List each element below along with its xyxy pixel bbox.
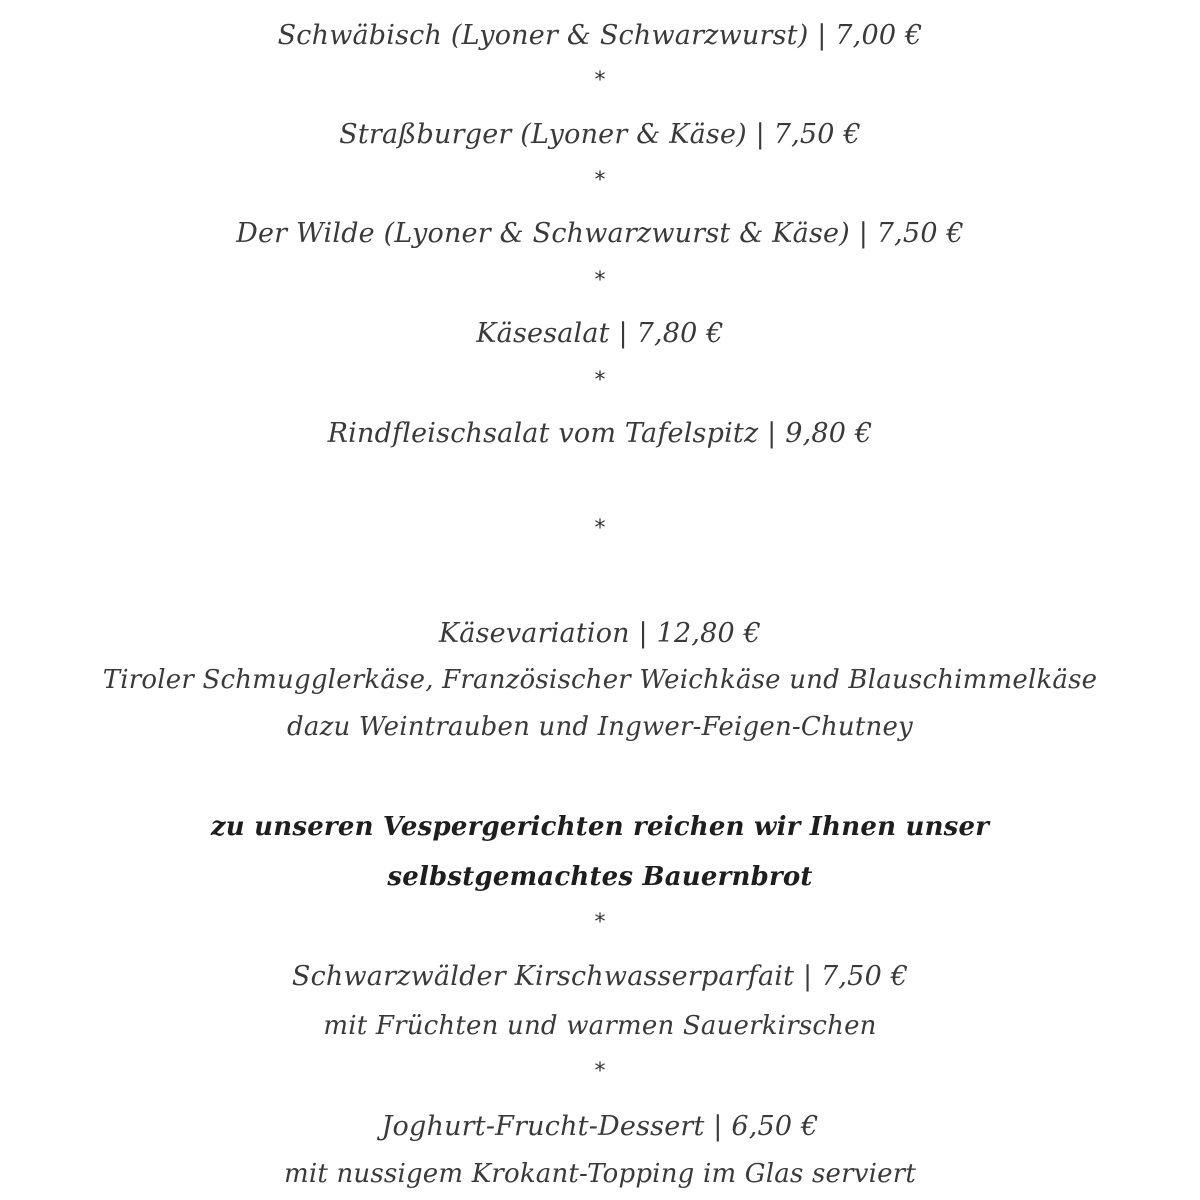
separator-asterisk: * (594, 68, 606, 93)
menu-item-strassburger: Straßburger (Lyoner & Käse) | 7,50 € (339, 119, 861, 150)
menu-item-kaesesalat: Käsesalat | 7,80 € (476, 318, 724, 349)
dessert-kirschwasserparfait: Schwarzwälder Kirschwasserparfait | 7,50 € (291, 961, 909, 992)
separator-asterisk: * (594, 1059, 606, 1084)
kaesevariation-description-1: Tiroler Schmugglerkäse, Französischer Weichkäse und Blauschimmelkäse (102, 665, 1098, 695)
separator-asterisk: * (594, 268, 606, 293)
separator-asterisk: * (594, 168, 606, 193)
menu-item-der-wilde: Der Wilde (Lyoner & Schwarzwurst & Käse) | 7,50 € (236, 218, 964, 249)
kaesevariation-description-2: dazu Weintrauben und Ingwer-Feigen-Chutney (287, 712, 913, 742)
menu-item-schwaebisch: Schwäbisch (Lyoner & Schwarzwurst) | 7,00 € (277, 20, 923, 51)
bread-note-line-1: zu unseren Vespergerichten reichen wir Ihnen unser (210, 812, 990, 842)
joghurt-frucht-description: mit nussigem Krokant-Topping im Glas serviert (283, 1159, 917, 1189)
menu-item-kaesevariation: Käsevariation | 12,80 € (438, 618, 762, 649)
dessert-joghurt-frucht: Joghurt-Frucht-Dessert | 6,50 € (381, 1111, 819, 1142)
separator-asterisk: * (594, 910, 606, 935)
separator-asterisk: * (594, 368, 606, 393)
section-separator-asterisk: * (594, 516, 606, 541)
kirschwasserparfait-description: mit Früchten und warmen Sauerkirschen (323, 1011, 877, 1041)
bread-note-line-2: selbstgemachtes Bauernbrot (387, 862, 813, 892)
menu-item-rindfleischsalat: Rindfleischsalat vom Tafelspitz | 9,80 € (327, 418, 873, 449)
